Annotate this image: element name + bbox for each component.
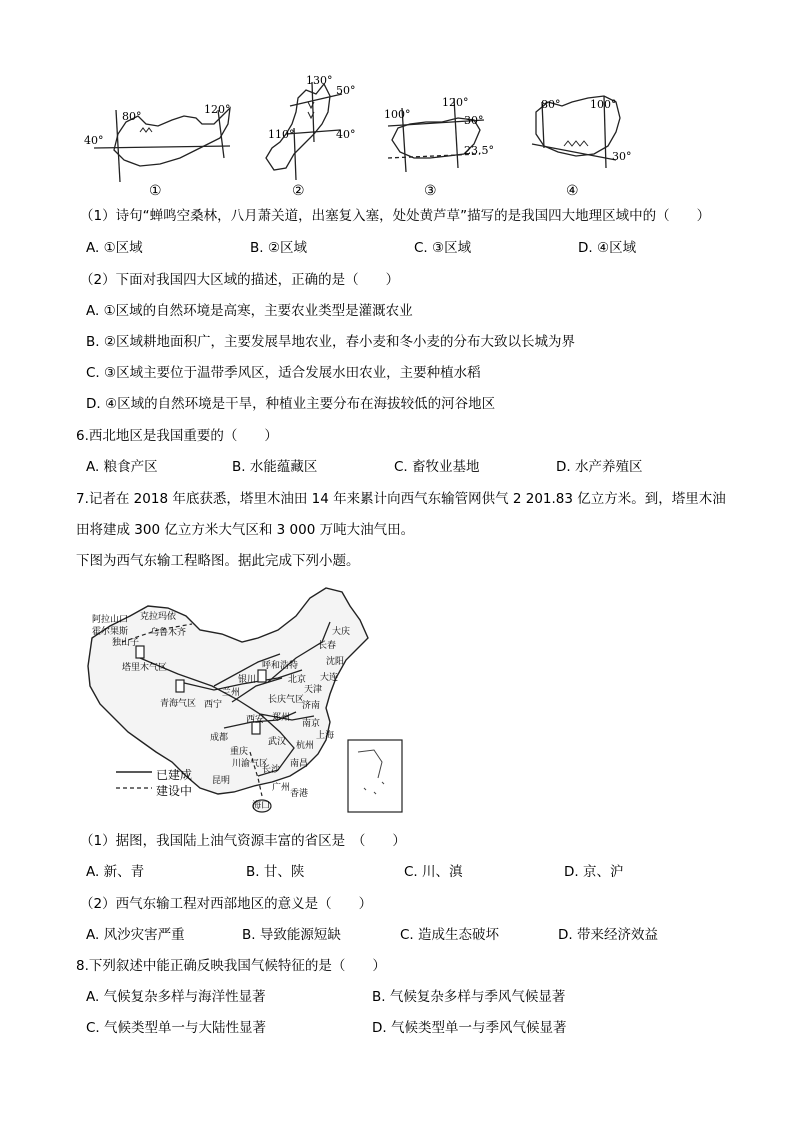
map-label-dalian: 大连 xyxy=(320,673,339,683)
map-label-hongkong: 香港 xyxy=(290,789,309,799)
q6-option-a[interactable]: A. 粮食产区 xyxy=(86,459,158,475)
q7-sub1-option-b[interactable]: B. 甘、陕 xyxy=(246,864,305,880)
map-label-hohhot: 呼和浩特 xyxy=(262,661,299,671)
q8-stem: 8.下列叙述中能正确反映我国气候特征的是（ ） xyxy=(76,958,386,974)
r4-lon-100: 100° xyxy=(590,98,617,111)
q5-sub2-option-c[interactable]: C. ③区域主要位于温带季风区，适合发展水田农业，主要种植水稻 xyxy=(86,365,481,381)
q5-sub1-option-b[interactable]: B. ②区域 xyxy=(250,240,307,256)
map-label-daqing: 大庆 xyxy=(332,627,351,637)
r4-lon-80: 80° xyxy=(541,98,561,111)
region-1-sketch xyxy=(94,108,230,182)
map-label-alashankou: 阿拉山口 xyxy=(92,615,129,625)
map-label-shanghai: 上海 xyxy=(316,731,335,741)
map-label-haikou: 海口 xyxy=(252,801,271,811)
map-label-changchun: 长春 xyxy=(318,641,337,651)
q7-sub2-option-a[interactable]: A. 风沙灾害严重 xyxy=(86,927,185,943)
q8-option-d[interactable]: D. 气候类型单一与季风气候显著 xyxy=(372,1020,567,1036)
map-label-lanzhou: 兰州 xyxy=(222,688,241,698)
map-label-xian: 西安 xyxy=(246,715,265,725)
q6-option-c[interactable]: C. 畜牧业基地 xyxy=(394,459,480,475)
map-label-yinchuan: 银川 xyxy=(238,675,257,685)
map-label-nanchang: 南昌 xyxy=(290,759,309,769)
r3-lat-30: 30° xyxy=(464,114,484,127)
q5-sub1-option-a[interactable]: A. ①区域 xyxy=(86,240,143,256)
map-label-xining: 西宁 xyxy=(204,700,223,710)
figure-label-2: ② xyxy=(292,183,305,199)
map-label-karamay: 克拉玛依 xyxy=(140,612,177,622)
q6-option-b[interactable]: B. 水能蕴藏区 xyxy=(232,459,318,475)
q5-sub1-option-c[interactable]: C. ③区域 xyxy=(414,240,472,256)
map-label-chuanyu-gas: 川渝气区 xyxy=(232,759,269,769)
q5-sub1-stem: （1）诗句“蝉鸣空桑林，八月萧关道，出塞复入塞，处处黄芦草”描写的是我国四大地理区域中的（ ） xyxy=(80,208,711,224)
q7-intro-line3: 下图为西气东输工程略图。据此完成下列小题。 xyxy=(76,553,360,569)
q7-sub2-option-b[interactable]: B. 导致能源短缺 xyxy=(242,927,341,943)
q6-stem: 6.西北地区是我国重要的（ ） xyxy=(76,428,278,444)
q6-option-d[interactable]: D. 水产养殖区 xyxy=(556,459,643,475)
q5-sub2-option-a[interactable]: A. ①区域的自然环境是高寒，主要农业类型是灌溉农业 xyxy=(86,303,413,319)
q7-sub1-option-c[interactable]: C. 川、滇 xyxy=(404,864,463,880)
q7-sub2-stem: （2）西气东输工程对西部地区的意义是（ ） xyxy=(80,896,373,912)
four-regions-figure xyxy=(80,72,640,202)
r2-lon-130: 130° xyxy=(306,74,333,87)
map-label-chengdu: 成都 xyxy=(210,733,229,743)
figure-label-4: ④ xyxy=(566,183,579,199)
legend-construct-label: 建设中 xyxy=(156,784,193,798)
q8-option-c[interactable]: C. 气候类型单一与大陆性显著 xyxy=(86,1020,267,1036)
map-label-shenyang: 沈阳 xyxy=(326,657,345,667)
q5-sub2-option-b[interactable]: B. ②区域耕地面积广，主要发展旱地农业，春小麦和冬小麦的分布大致以长城为界 xyxy=(86,334,575,350)
map-label-changsha: 长沙 xyxy=(262,765,281,775)
q7-intro-line1: 7.记者在 2018 年底获悉，塔里木油田 14 年来累计向西气东输管网供气 2 201.83 亿立方米。到，塔里木油 xyxy=(76,491,726,507)
q7-sub1-option-d[interactable]: D. 京、沪 xyxy=(564,864,624,880)
map-label-horgos: 霍尔果斯 xyxy=(92,627,129,637)
q7-sub2-option-c[interactable]: C. 造成生态破坏 xyxy=(400,927,500,943)
r3-lon-120: 120° xyxy=(442,96,469,109)
map-label-chongqing: 重庆 xyxy=(230,747,249,757)
q5-sub2-stem: （2）下面对我国四大区域的描述，正确的是（ ） xyxy=(80,272,400,288)
map-label-zhengzhou: 郑州 xyxy=(272,713,291,723)
map-label-tianjin: 天津 xyxy=(304,685,323,695)
map-label-dushanzi: 独山子 xyxy=(112,638,140,648)
r2-lat-40: 40° xyxy=(336,128,356,141)
r2-lat-50: 50° xyxy=(336,84,356,97)
r1-lon-80: 80° xyxy=(122,110,142,123)
q5-sub2-option-d[interactable]: D. ④区域的自然环境是干旱，种植业主要分布在海拔较低的河谷地区 xyxy=(86,396,496,412)
q8-option-b[interactable]: B. 气候复杂多样与季风气候显著 xyxy=(372,989,566,1005)
map-label-hangzhou: 杭州 xyxy=(296,741,315,751)
q8-option-a[interactable]: A. 气候复杂多样与海洋性显著 xyxy=(86,989,266,1005)
r1-lat-40: 40° xyxy=(84,134,104,147)
map-label-jinan: 济南 xyxy=(302,701,321,711)
q7-sub1-stem: （1）据图，我国陆上油气资源丰富的省区是 （ ） xyxy=(80,833,406,849)
map-label-kunming: 昆明 xyxy=(212,776,231,786)
map-label-tarim-gas: 塔里木气区 xyxy=(122,663,168,673)
r2-lon-110: 110° xyxy=(268,128,295,141)
q7-sub2-option-d[interactable]: D. 带来经济效益 xyxy=(558,927,658,943)
r4-lat-30: 30° xyxy=(612,150,632,163)
map-label-wuhan: 武汉 xyxy=(268,737,287,747)
west-east-gas-pipeline-map xyxy=(82,582,412,820)
figure-label-1: ① xyxy=(149,183,162,199)
r3-lon-100: 100° xyxy=(384,108,411,121)
map-label-changqing-gas: 长庆气区 xyxy=(268,695,305,705)
q5-sub1-option-d[interactable]: D. ④区域 xyxy=(578,240,637,256)
q7-intro-line2: 田将建成 300 亿立方米大气区和 3 000 万吨大油气田。 xyxy=(76,522,415,538)
map-label-guangzhou: 广州 xyxy=(272,783,291,793)
q7-sub1-option-a[interactable]: A. 新、青 xyxy=(86,864,145,880)
map-label-qinghai-gas: 青海气区 xyxy=(160,699,197,709)
legend-built-label: 已建成 xyxy=(156,768,193,782)
map-label-beijing: 北京 xyxy=(288,675,307,685)
figure-label-3: ③ xyxy=(424,183,437,199)
r1-lon-120: 120° xyxy=(204,103,231,116)
map-label-nanjing: 南京 xyxy=(302,719,321,729)
map-label-urumqi: 乌鲁木齐 xyxy=(150,628,187,638)
r3-lat-23-5: 23.5° xyxy=(464,144,494,157)
